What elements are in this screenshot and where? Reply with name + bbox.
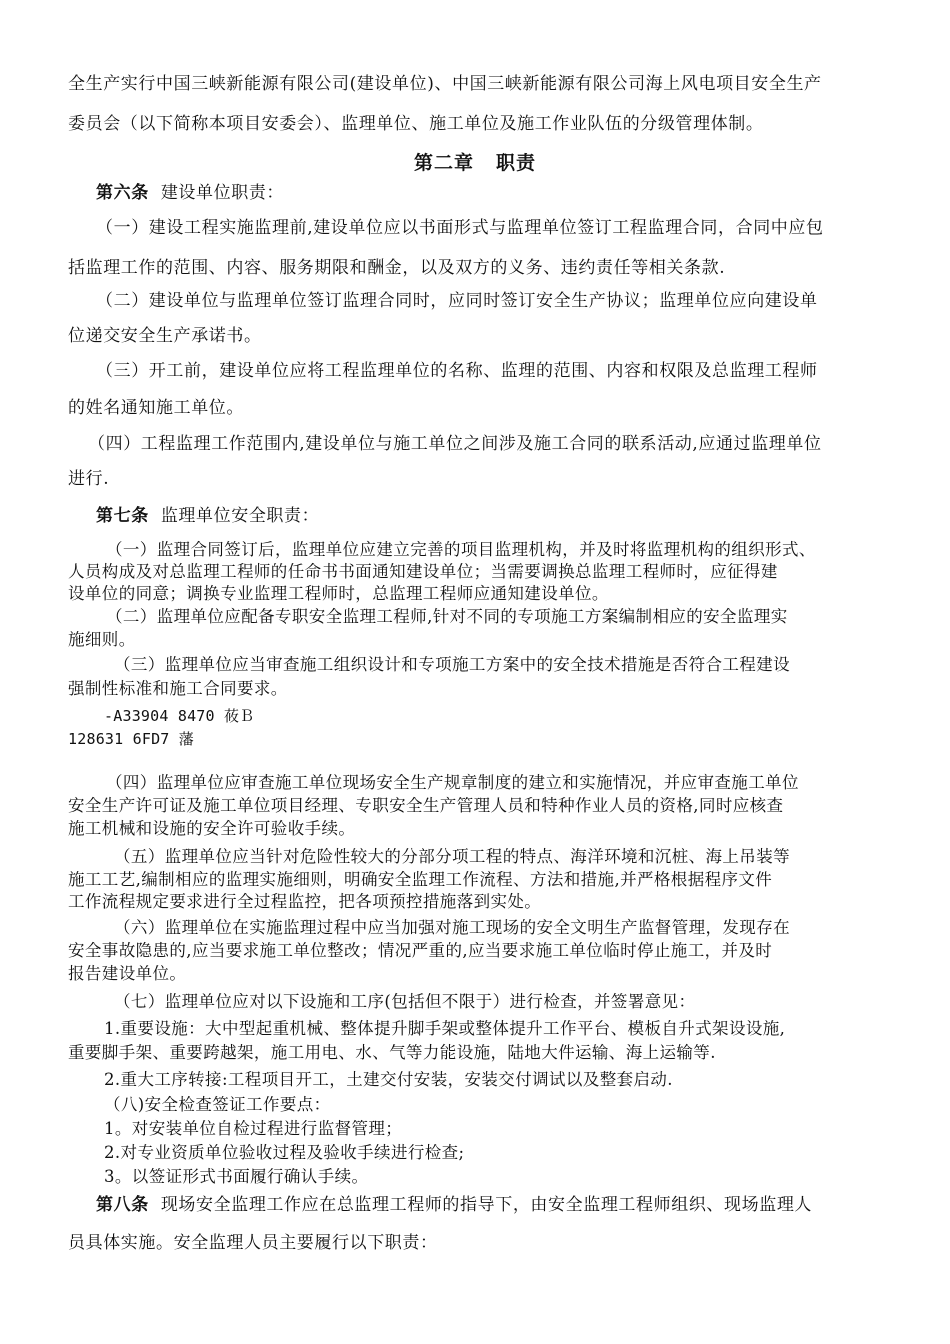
chapter-number: 第二章 xyxy=(413,152,474,174)
clause-line: 的姓名通知施工单位。 xyxy=(68,398,244,418)
clause-line: 施细则。 xyxy=(68,630,136,649)
intro-line: 全生产实行中国三峡新能源有限公司(建设单位)、中国三峡新能源有限公司海上风电项目安全生产 xyxy=(68,74,822,94)
clause-line: 安全生产许可证及施工单位项目经理、专职安全生产管理人员和特种作业人员的资格,同时应核查 xyxy=(68,796,784,815)
clause-line: 安全事故隐患的,应当要求施工单位整改；情况严重的,应当要求施工单位临时停止施工，并及时 xyxy=(68,941,773,960)
clause-line: 2.重大工序转接:工程项目开工，土建交付安装，安装交付调试以及整套启动. xyxy=(104,1070,673,1089)
clause-line: 人员构成及对总监理工程师的任命书书面通知建设单位；当需要调换总监理工程师时，应征得建 xyxy=(68,562,778,581)
article-label: 第八条 xyxy=(96,1195,149,1215)
clause-line: （二）建设单位与监理单位签订监理合同时，应同时签订安全生产协议；监理单位应向建设单 xyxy=(96,291,818,311)
article-title: 监理单位安全职责： xyxy=(160,506,320,526)
clause-line: （八)安全检查签证工作要点： xyxy=(104,1095,331,1114)
list-item: 3。以签证形式书面履行确认手续。 xyxy=(104,1167,369,1186)
clause-line: 设单位的同意；调换专业监理工程师时，总监理工程师应通知建设单位。 xyxy=(68,584,609,603)
clause-line: 报告建设单位。 xyxy=(68,964,187,983)
garbled-text: 128631 6FD7 藩 xyxy=(68,730,194,748)
clause-line: 重要脚手架、重要跨越架，施工用电、水、气等力能设施，陆地大件运输、海上运输等. xyxy=(68,1043,716,1062)
clause-line: 括监理工作的范围、内容、服务期限和酬金，以及双方的义务、违约责任等相关条款. xyxy=(68,258,726,278)
clause-line: （四）监理单位应审查施工单位现场安全生产规章制度的建立和实施情况，并应审查施工单位 xyxy=(106,773,799,792)
clause-line: （五）监理单位应当针对危险性较大的分部分项工程的特点、海洋环境和沉桩、海上吊装等 xyxy=(114,847,790,866)
clause-line: （六）监理单位在实施监理过程中应当加强对施工现场的安全文明生产监督管理，发现存在 xyxy=(114,918,790,937)
clause-line: 工作流程规定要求进行全过程监控，把各项预控措施落到实处。 xyxy=(68,892,542,911)
clause-line: （一）建设工程实施监理前,建设单位应以书面形式与监理单位签订工程监理合同，合同中应包 xyxy=(96,218,824,238)
article-heading xyxy=(96,1195,812,1215)
clause-line: 1.重要设施：大中型起重机械、整体提升脚手架或整体提升工作平台、模板自升式架设设施, xyxy=(104,1019,786,1038)
clause-line: （三）开工前，建设单位应将工程监理单位的名称、监理的范围、内容和权限及总监理工程师 xyxy=(96,361,818,381)
article-label: 第六条 xyxy=(96,183,149,203)
clause-line: （四）工程监理工作范围内,建设单位与施工单位之间涉及施工合同的联系活动,应通过监理单位 xyxy=(88,434,822,454)
chapter-title xyxy=(0,148,950,175)
clause-line: 位递交安全生产承诺书。 xyxy=(68,326,262,346)
list-item: 2.对专业资质单位验收过程及验收手续进行检查; xyxy=(104,1143,465,1162)
clause-line: 施工工艺,编制相应的监理实施细则，明确安全监理工作流程、方法和措施,并严格根据程序文件 xyxy=(68,870,773,889)
article-title: 建设单位职责： xyxy=(160,183,285,203)
clause-line: 进行. xyxy=(68,469,110,489)
article-text: 现场安全监理工作应在总监理工程师的指导下，由安全监理工程师组织、现场监理人 xyxy=(160,1195,813,1215)
article-heading xyxy=(96,506,319,526)
chapter-name: 职责 xyxy=(496,152,537,174)
clause-line: （三）监理单位应当审查施工组织设计和专项施工方案中的安全技术措施是否符合工程建设 xyxy=(114,655,790,674)
article-label: 第七条 xyxy=(96,506,149,526)
clause-line: 员具体实施。安全监理人员主要履行以下职责： xyxy=(68,1233,438,1253)
clause-line: 强制性标准和施工合同要求。 xyxy=(68,679,288,698)
garbled-text: -A33904 8470 莜Ｂ xyxy=(104,707,255,725)
clause-line: 施工机械和设施的安全许可验收手续。 xyxy=(68,819,356,838)
clause-line: （七）监理单位应对以下设施和工序(包括但不限于）进行检查，并签署意见： xyxy=(114,992,696,1011)
clause-line: （二）监理单位应配备专职安全监理工程师,针对不同的专项施工方案编制相应的安全监理实 xyxy=(106,607,788,626)
article-heading xyxy=(96,183,284,203)
intro-line: 委员会（以下简称本项目安委会）、监理单位、施工单位及施工作业队伍的分级管理体制。 xyxy=(68,114,764,134)
clause-line: （一）监理合同签订后，监理单位应建立完善的项目监理机构，并及时将监理机构的组织形式、 xyxy=(106,540,816,559)
list-item: 1。对安装单位自检过程进行监督管理； xyxy=(104,1119,403,1138)
